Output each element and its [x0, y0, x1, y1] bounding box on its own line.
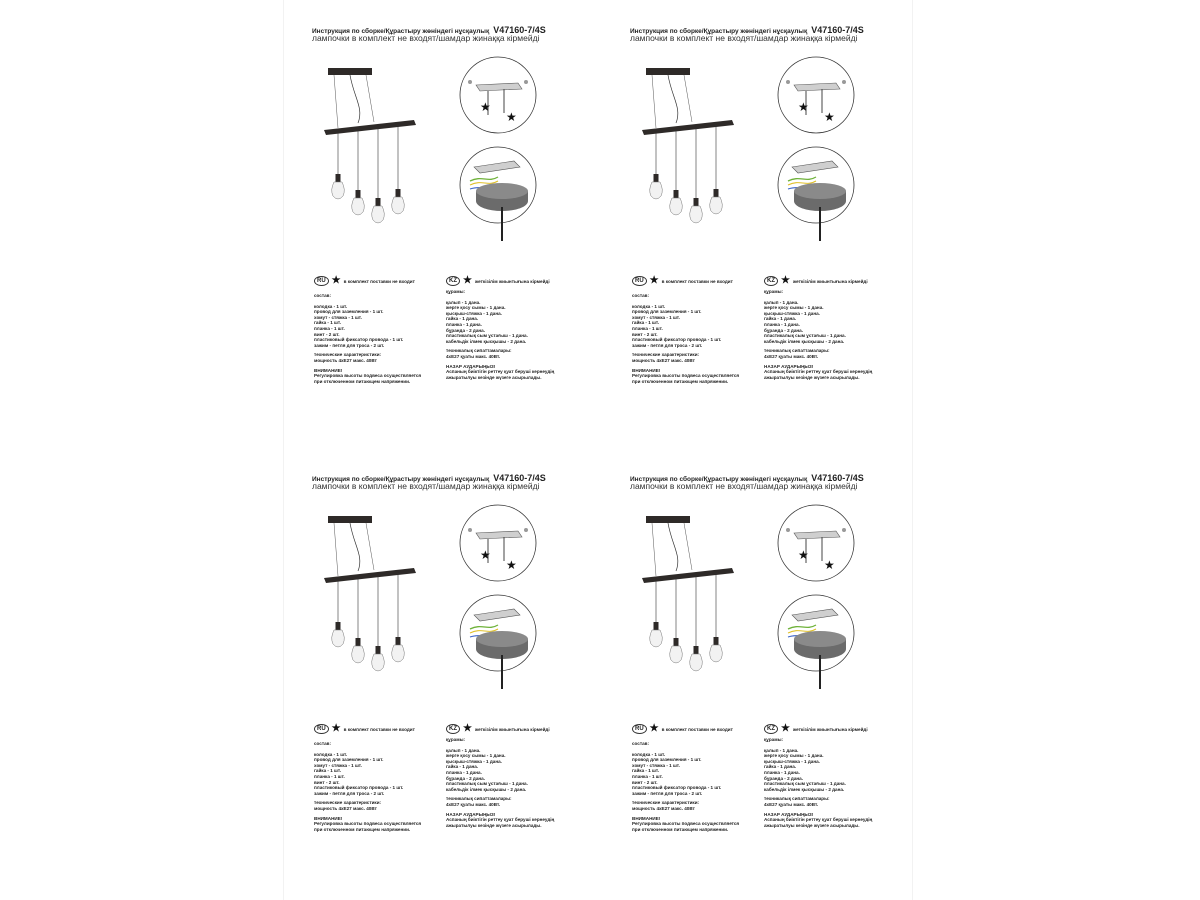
list-item: жерге қосу сымы - 1 дана.: [446, 753, 506, 759]
ru-tech-heading: технические характеристики:: [632, 352, 700, 358]
kz-warning-line: Аспаның биіктігін реттеу қуат беруші кернеудің: [764, 369, 873, 375]
mounting-detail-wiring: [458, 145, 538, 245]
kz-warning-heading: НАЗАР АУДАРЫҢЫЗ!: [446, 363, 496, 369]
list-item: хомут - стяжка - 1 шт.: [632, 314, 680, 320]
list-item: зажим - петля для троса - 2 шт.: [314, 790, 385, 796]
card-subtitle: лампочки в комплект не входят/шамдар жинаққа кірмейді: [630, 33, 858, 43]
ru-column: [632, 293, 782, 384]
kz-note-text: жеткізілім жиынтығына кірмейді: [792, 726, 868, 732]
list-item: пластиковый фиксатор провода - 1 шт.: [314, 785, 404, 791]
list-item: планка - 1 шт.: [314, 773, 345, 779]
ru-note: [632, 276, 733, 286]
star-icon: ★: [480, 548, 491, 562]
list-item: пластиковый фиксатор провода - 1 шт.: [314, 337, 404, 343]
list-item: гайка - 1 шт.: [632, 320, 660, 326]
ceiling-canopy: [328, 68, 372, 75]
ceiling-canopy: [646, 516, 690, 523]
list-item: колодка - 1 шт.: [632, 303, 666, 309]
list-item: гайка - 1 дана.: [764, 764, 797, 770]
list-item: қысқыш-стяжка - 1 дана.: [446, 758, 502, 764]
kz-warning-line: Аспаның биіктігін реттеу қуат беруші кернеудің: [446, 369, 555, 375]
list-item: жерге қосу сымы - 1 дана.: [764, 753, 824, 759]
list-item: қысқыш-стяжка - 1 дана.: [764, 758, 820, 764]
list-item: гайка - 1 дана.: [446, 764, 479, 770]
list-item: планка - 1 дана.: [764, 769, 800, 775]
kz-note-text: жеткізілім жиынтығына кірмейді: [474, 726, 550, 732]
ru-tech-heading: технические характеристики:: [314, 800, 382, 806]
ru-items: [314, 752, 464, 797]
ru-column: [314, 741, 464, 832]
ru-items: [632, 304, 782, 349]
list-item: қысқыш-стяжка - 1 дана.: [764, 310, 820, 316]
kz-note: [446, 724, 550, 734]
list-item: колодка - 1 шт.: [632, 751, 666, 757]
ru-warning-line: при отключенном питающем напряжении.: [632, 826, 729, 832]
ru-note-text: в комплект поставки не входит: [661, 278, 733, 284]
title-text: Инструкция по сборке/Құрастыру жөніндегі нұсқаулық: [630, 28, 808, 35]
card-subtitle: лампочки в комплект не входят/шамдар жинаққа кірмейді: [312, 481, 540, 491]
kz-items: [446, 300, 596, 345]
ru-note: [314, 724, 415, 734]
ru-tech-value: мощность 4хЕ27 макс. 40Вт: [314, 357, 377, 363]
list-item: планка - 1 шт.: [632, 325, 663, 331]
kz-column: [446, 289, 596, 380]
kz-note-text: жеткізілім жиынтығына кірмейді: [474, 278, 550, 284]
kz-tech-value: 4хЕ27 қуаты макс. 40Вт.: [764, 801, 819, 807]
instruction-card: [284, 0, 584, 420]
kz-tech-value: 4хЕ27 қуаты макс. 40Вт.: [446, 353, 501, 359]
kz-warning-line: ажыратылуы кезінде жүзеге асырылады.: [446, 374, 542, 380]
list-item: колодка - 1 шт.: [314, 303, 348, 309]
ru-tech-heading: технические характеристики:: [314, 352, 382, 358]
instruction-card: [602, 448, 902, 868]
mounting-detail-wiring: [776, 593, 856, 693]
kz-badge-icon: KZ: [764, 724, 778, 734]
ceiling-canopy: [646, 68, 690, 75]
ru-warning-heading: ВНИМАНИЕ!: [632, 815, 661, 821]
lamp-illustration: [324, 58, 444, 248]
list-item: пластикалық сым ұстағыш - 1 дана.: [446, 781, 528, 787]
lamp-illustration: [642, 506, 762, 696]
list-item: пластиковый фиксатор провода - 1 шт.: [632, 785, 722, 791]
kz-warning-line: ажыратылуы кезінде жүзеге асырылады.: [764, 822, 860, 828]
kz-composition-heading: құрамы:: [446, 737, 466, 742]
kz-tech-heading: техникалық сипаттамалары:: [764, 796, 830, 802]
list-item: гайка - 1 шт.: [632, 768, 660, 774]
ru-tech-value: мощность 4хЕ27 макс. 40Вт: [632, 805, 695, 811]
model-number: V47160-7/4S: [493, 25, 546, 35]
list-item: планка - 1 дана.: [446, 321, 482, 327]
list-item: зажим - петля для троса - 2 шт.: [632, 342, 703, 348]
list-item: кабельдік ілмек қысқышы - 2 дана.: [764, 786, 845, 792]
title-text: Инструкция по сборке/Құрастыру жөніндегі нұсқаулық: [312, 28, 490, 35]
list-item: провод для заземления - 1 шт.: [314, 757, 384, 763]
kz-tech-heading: техникалық сипаттамалары:: [764, 348, 830, 354]
list-item: қалып - 1 дана.: [764, 747, 799, 753]
kz-note: [764, 724, 868, 734]
list-item: хомут - стяжка - 1 шт.: [632, 762, 680, 768]
ru-composition-heading: состав:: [632, 293, 650, 298]
star-icon: ★: [824, 558, 835, 572]
kz-note: [764, 276, 868, 286]
list-item: кабельдік ілмек қысқышы - 2 дана.: [446, 786, 527, 792]
list-item: бұранда - 2 дана.: [764, 775, 803, 781]
kz-tech-heading: техникалық сипаттамалары:: [446, 796, 512, 802]
list-item: қалып - 1 дана.: [446, 747, 481, 753]
ru-composition-heading: состав:: [314, 293, 332, 298]
ru-warning-heading: ВНИМАНИЕ!: [632, 367, 661, 373]
list-item: пластикалық сым ұстағыш - 1 дана.: [764, 781, 846, 787]
ru-items: [314, 304, 464, 349]
mounting-detail-wiring: [776, 145, 856, 245]
list-item: зажим - петля для троса - 2 шт.: [314, 342, 385, 348]
list-item: винт - 2 шт.: [314, 331, 340, 337]
instruction-sheet: [284, 0, 912, 900]
ru-composition-heading: состав:: [314, 741, 332, 746]
star-icon: ★: [480, 100, 491, 114]
kz-composition-heading: құрамы:: [764, 737, 784, 742]
kz-tech-value: 4хЕ27 қуаты макс. 40Вт.: [764, 353, 819, 359]
list-item: бұранда - 2 дана.: [446, 775, 485, 781]
ru-warning-line: при отключенном питающем напряжении.: [314, 378, 411, 384]
star-icon: ★: [463, 275, 472, 286]
kz-note-text: жеткізілім жиынтығына кірмейді: [792, 278, 868, 284]
model-number: V47160-7/4S: [811, 473, 864, 483]
list-item: қысқыш-стяжка - 1 дана.: [446, 310, 502, 316]
star-icon: ★: [463, 723, 472, 734]
kz-warning-line: ажыратылуы кезінде жүзеге асырылады.: [446, 822, 542, 828]
list-item: жерге қосу сымы - 1 дана.: [764, 305, 824, 311]
mounting-detail-bracket: [458, 55, 538, 135]
ru-items: [632, 752, 782, 797]
ru-badge-icon: RU: [632, 276, 647, 286]
card-subtitle: лампочки в комплект не входят/шамдар жинаққа кірмейді: [312, 33, 540, 43]
list-item: колодка - 1 шт.: [314, 751, 348, 757]
list-item: винт - 2 шт.: [632, 331, 658, 337]
ru-badge-icon: RU: [632, 724, 647, 734]
kz-items: [764, 300, 914, 345]
mounting-detail-bracket: [776, 55, 856, 135]
title-text: Инструкция по сборке/Құрастыру жөніндегі нұсқаулық: [630, 476, 808, 483]
list-item: гайка - 1 дана.: [446, 316, 479, 322]
star-icon: ★: [331, 275, 341, 286]
pendant-drops: [650, 573, 723, 671]
ru-tech-value: мощность 4хЕ27 макс. 40Вт: [632, 357, 695, 363]
kz-column: [446, 737, 596, 828]
kz-warning-heading: НАЗАР АУДАРЫҢЫЗ!: [446, 811, 496, 817]
instruction-card: [284, 448, 584, 868]
list-item: бұранда - 2 дана.: [764, 327, 803, 333]
ru-warning-line: при отключенном питающем напряжении.: [632, 378, 729, 384]
pendant-drops: [332, 125, 405, 223]
list-item: пластикалық сым ұстағыш - 1 дана.: [764, 333, 846, 339]
model-number: V47160-7/4S: [811, 25, 864, 35]
ru-warning-line: Регулировка высоты подвеса осуществляется: [314, 821, 422, 827]
ceiling-canopy: [328, 516, 372, 523]
list-item: хомут - стяжка - 1 шт.: [314, 762, 362, 768]
kz-column: [764, 289, 914, 380]
ru-note-text: в комплект поставки не входит: [343, 726, 415, 732]
kz-badge-icon: KZ: [446, 724, 460, 734]
kz-tech-heading: техникалық сипаттамалары:: [446, 348, 512, 354]
kz-composition-heading: құрамы:: [446, 289, 466, 294]
list-item: планка - 1 шт.: [314, 325, 345, 331]
mounting-detail-bracket: [776, 503, 856, 583]
ru-note: [632, 724, 733, 734]
kz-items: [446, 748, 596, 793]
kz-warning-heading: НАЗАР АУДАРЫҢЫЗ!: [764, 363, 814, 369]
ru-badge-icon: RU: [314, 276, 329, 286]
ru-column: [632, 741, 782, 832]
ru-composition-heading: состав:: [632, 741, 650, 746]
list-item: бұранда - 2 дана.: [446, 327, 485, 333]
list-item: кабельдік ілмек қысқышы - 2 дана.: [446, 338, 527, 344]
star-icon: ★: [824, 110, 835, 124]
list-item: провод для заземления - 1 шт.: [314, 309, 384, 315]
star-icon: ★: [331, 723, 341, 734]
star-icon: ★: [781, 275, 790, 286]
ru-note: [314, 276, 415, 286]
ru-warning-line: Регулировка высоты подвеса осуществляется: [314, 373, 422, 379]
list-item: планка - 1 шт.: [632, 773, 663, 779]
instruction-card: [602, 0, 902, 420]
ru-warning-heading: ВНИМАНИЕ!: [314, 815, 343, 821]
list-item: зажим - петля для троса - 2 шт.: [632, 790, 703, 796]
ru-warning-heading: ВНИМАНИЕ!: [314, 367, 343, 373]
title-text: Инструкция по сборке/Құрастыру жөніндегі нұсқаулық: [312, 476, 490, 483]
list-item: планка - 1 дана.: [446, 769, 482, 775]
kz-column: [764, 737, 914, 828]
list-item: винт - 2 шт.: [314, 779, 340, 785]
ru-tech-heading: технические характеристики:: [632, 800, 700, 806]
kz-warning-line: Аспаның биіктігін реттеу қуат беруші кернеудің: [446, 817, 555, 823]
star-icon: ★: [649, 723, 659, 734]
kz-note: [446, 276, 550, 286]
kz-tech-value: 4хЕ27 қуаты макс. 40Вт.: [446, 801, 501, 807]
list-item: жерге қосу сымы - 1 дана.: [446, 305, 506, 311]
mounting-detail-bracket: [458, 503, 538, 583]
ru-warning-line: при отключенном питающем напряжении.: [314, 826, 411, 832]
kz-items: [764, 748, 914, 793]
star-icon: ★: [781, 723, 790, 734]
star-icon: ★: [798, 100, 809, 114]
list-item: гайка - 1 шт.: [314, 320, 342, 326]
star-icon: ★: [798, 548, 809, 562]
kz-badge-icon: KZ: [764, 276, 778, 286]
list-item: гайка - 1 дана.: [764, 316, 797, 322]
list-item: провод для заземления - 1 шт.: [632, 757, 702, 763]
list-item: кабельдік ілмек қысқышы - 2 дана.: [764, 338, 845, 344]
model-number: V47160-7/4S: [493, 473, 546, 483]
ru-warning-line: Регулировка высоты подвеса осуществляется: [632, 821, 740, 827]
pendant-drops: [650, 125, 723, 223]
kz-composition-heading: құрамы:: [764, 289, 784, 294]
pendant-drops: [332, 573, 405, 671]
star-icon: ★: [649, 275, 659, 286]
list-item: қалып - 1 дана.: [764, 299, 799, 305]
lamp-illustration: [642, 58, 762, 248]
ru-column: [314, 293, 464, 384]
lamp-illustration: [324, 506, 444, 696]
kz-warning-heading: НАЗАР АУДАРЫҢЫЗ!: [764, 811, 814, 817]
ru-warning-line: Регулировка высоты подвеса осуществляется: [632, 373, 740, 379]
list-item: пластикалық сым ұстағыш - 1 дана.: [446, 333, 528, 339]
list-item: планка - 1 дана.: [764, 321, 800, 327]
ru-badge-icon: RU: [314, 724, 329, 734]
list-item: қалып - 1 дана.: [446, 299, 481, 305]
list-item: хомут - стяжка - 1 шт.: [314, 314, 362, 320]
star-icon: ★: [506, 558, 517, 572]
mounting-detail-wiring: [458, 593, 538, 693]
kz-warning-line: Аспаның биіктігін реттеу қуат беруші кернеудің: [764, 817, 873, 823]
star-icon: ★: [506, 110, 517, 124]
list-item: провод для заземления - 1 шт.: [632, 309, 702, 315]
card-subtitle: лампочки в комплект не входят/шамдар жинаққа кірмейді: [630, 481, 858, 491]
kz-badge-icon: KZ: [446, 276, 460, 286]
list-item: винт - 2 шт.: [632, 779, 658, 785]
list-item: гайка - 1 шт.: [314, 768, 342, 774]
ru-note-text: в комплект поставки не входит: [661, 726, 733, 732]
list-item: пластиковый фиксатор провода - 1 шт.: [632, 337, 722, 343]
kz-warning-line: ажыратылуы кезінде жүзеге асырылады.: [764, 374, 860, 380]
ru-tech-value: мощность 4хЕ27 макс. 40Вт: [314, 805, 377, 811]
ru-note-text: в комплект поставки не входит: [343, 278, 415, 284]
